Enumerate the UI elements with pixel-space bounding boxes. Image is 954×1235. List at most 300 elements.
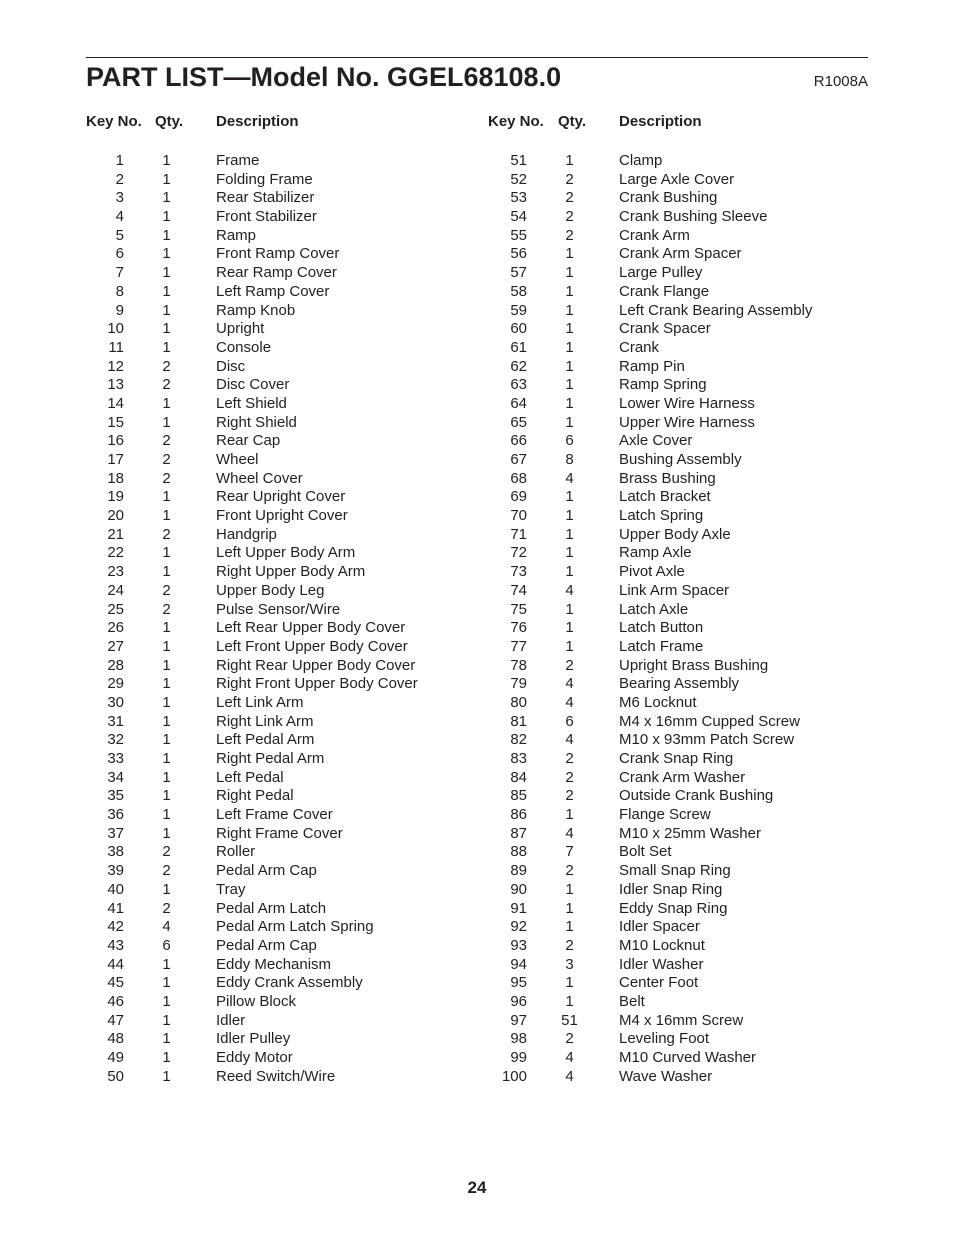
part-row — [489, 769, 869, 788]
part-quantity: 1 — [162, 880, 171, 898]
part-quantity: 1 — [565, 600, 574, 618]
part-description: Ramp — [216, 226, 257, 244]
part-quantity: 1 — [565, 282, 574, 300]
part-quantity: 1 — [565, 899, 574, 917]
part-quantity: 1 — [162, 338, 171, 356]
part-quantity: 2 — [565, 787, 574, 805]
part-description: Left Rear Upper Body Cover — [216, 619, 406, 637]
part-quantity: 6 — [565, 432, 574, 450]
part-description: Wave Washer — [619, 1067, 713, 1085]
part-quantity: 3 — [565, 955, 574, 973]
part-quantity: 2 — [162, 525, 171, 543]
part-description: M10 Locknut — [619, 936, 705, 954]
part-quantity: 1 — [162, 768, 171, 786]
part-description: Belt — [619, 992, 645, 1010]
part-key-number: 28 — [107, 656, 124, 674]
part-description: Pedal Arm Latch Spring — [216, 918, 374, 936]
part-description: Ramp Knob — [216, 301, 296, 319]
part-row — [489, 339, 869, 358]
part-description: Front Upright Cover — [216, 507, 348, 525]
part-key-number: 7 — [115, 264, 124, 282]
part-description: Left Upper Body Arm — [216, 544, 356, 562]
part-row — [86, 862, 466, 881]
part-key-number: 16 — [107, 432, 124, 450]
part-description: Pedal Arm Cap — [216, 936, 317, 954]
part-description: Crank Snap Ring — [619, 750, 734, 767]
part-description: Right Front Upper Body Cover — [216, 675, 418, 693]
part-key-number: 53 — [510, 189, 527, 207]
part-row — [489, 544, 869, 563]
part-row — [86, 974, 466, 993]
part-key-number: 90 — [510, 880, 527, 898]
part-quantity: 1 — [565, 245, 574, 263]
part-description: Crank Bushing — [619, 189, 718, 207]
part-quantity: 1 — [162, 1030, 171, 1048]
part-quantity: 1 — [162, 1011, 171, 1029]
part-row — [489, 601, 869, 620]
part-quantity: 1 — [162, 226, 171, 244]
part-quantity: 2 — [162, 843, 171, 861]
part-row — [489, 414, 869, 433]
part-key-number: 35 — [107, 787, 124, 805]
part-quantity: 4 — [565, 581, 574, 599]
part-description: Brass Bushing — [619, 469, 716, 487]
part-key-number: 89 — [510, 862, 527, 880]
part-row — [489, 189, 869, 208]
part-key-number: 9 — [115, 301, 124, 319]
part-key-number: 12 — [107, 357, 124, 375]
part-description: Left Front Upper Body Cover — [216, 637, 408, 655]
part-key-number: 18 — [107, 469, 124, 487]
part-description: M4 x 16mm Screw — [619, 1011, 744, 1029]
part-key-number: 79 — [510, 675, 527, 693]
part-row — [86, 376, 466, 395]
part-key-number: 39 — [107, 862, 124, 880]
part-key-number: 78 — [510, 656, 527, 674]
part-quantity: 1 — [162, 507, 171, 525]
part-key-number: 61 — [510, 338, 527, 356]
part-description: Ramp Axle — [619, 544, 692, 562]
part-quantity: 2 — [565, 936, 574, 954]
part-key-number: 23 — [107, 563, 124, 581]
part-key-number: 95 — [510, 974, 527, 992]
part-description: Eddy Motor — [216, 1049, 293, 1066]
part-key-number: 94 — [510, 955, 527, 973]
part-key-number: 97 — [510, 1011, 527, 1029]
part-description: Latch Axle — [619, 600, 689, 618]
part-row — [489, 1030, 869, 1049]
part-description: Link Arm Spacer — [619, 581, 730, 599]
part-row — [489, 881, 869, 900]
part-row — [86, 264, 466, 283]
part-key-number: 20 — [107, 507, 124, 525]
part-row — [489, 806, 869, 825]
part-quantity: 1 — [162, 974, 171, 992]
part-description: Small Snap Ring — [619, 862, 731, 880]
part-key-number: 40 — [107, 880, 124, 898]
part-quantity: 1 — [565, 563, 574, 581]
part-description: Front Ramp Cover — [216, 245, 340, 263]
part-key-number: 2 — [115, 170, 124, 188]
part-key-number: 56 — [510, 245, 527, 263]
part-key-number: 68 — [510, 469, 527, 487]
part-description: Right Frame Cover — [216, 824, 343, 842]
part-quantity: 2 — [162, 600, 171, 618]
part-key-number: 43 — [107, 936, 124, 954]
part-quantity: 1 — [162, 544, 171, 562]
part-quantity: 1 — [565, 918, 574, 936]
part-row — [86, 339, 466, 358]
part-row — [489, 395, 869, 414]
part-key-number: 4 — [115, 208, 124, 226]
part-row — [86, 432, 466, 451]
part-description: Right Shield — [216, 413, 297, 431]
part-description: Leveling Foot — [619, 1030, 710, 1048]
part-key-number: 84 — [510, 768, 527, 786]
part-key-number: 48 — [107, 1030, 124, 1048]
part-row — [86, 993, 466, 1012]
part-quantity: 2 — [162, 432, 171, 450]
part-quantity: 1 — [162, 750, 171, 767]
part-description: Eddy Crank Assembly — [216, 974, 363, 992]
part-quantity: 8 — [565, 451, 574, 468]
part-row — [86, 544, 466, 563]
part-quantity: 1 — [162, 619, 171, 637]
part-row — [489, 526, 869, 545]
part-row — [86, 956, 466, 975]
part-quantity: 1 — [565, 394, 574, 412]
part-row — [86, 694, 466, 713]
part-key-number: 41 — [107, 899, 124, 917]
part-row — [86, 245, 466, 264]
part-row — [489, 787, 869, 806]
part-key-number: 45 — [107, 974, 124, 992]
part-description: Crank Arm Spacer — [619, 245, 742, 263]
part-description: Latch Frame — [619, 637, 704, 655]
part-description: Idler Spacer — [619, 918, 700, 936]
left-header-key: Key No. — [86, 113, 142, 130]
part-key-number: 30 — [107, 693, 124, 711]
part-row — [86, 283, 466, 302]
part-key-number: 70 — [510, 507, 527, 525]
part-row — [489, 694, 869, 713]
part-description: Disc — [216, 357, 246, 375]
part-key-number: 74 — [510, 581, 527, 599]
part-quantity: 1 — [162, 824, 171, 842]
part-description: Crank — [619, 338, 660, 356]
part-description: Rear Cap — [216, 432, 281, 450]
part-description: Pedal Arm Cap — [216, 862, 317, 880]
part-key-number: 96 — [510, 992, 527, 1010]
right-header-description: Description — [619, 113, 702, 130]
part-description: Rear Stabilizer — [216, 189, 315, 207]
part-row — [489, 750, 869, 769]
part-quantity: 2 — [565, 656, 574, 674]
part-key-number: 69 — [510, 488, 527, 506]
part-key-number: 15 — [107, 413, 124, 431]
part-key-number: 14 — [107, 394, 124, 412]
part-description: Pillow Block — [216, 992, 297, 1010]
part-key-number: 85 — [510, 787, 527, 805]
part-key-number: 72 — [510, 544, 527, 562]
part-quantity: 1 — [162, 208, 171, 226]
part-description: Flange Screw — [619, 806, 711, 824]
part-quantity: 1 — [162, 806, 171, 824]
part-key-number: 59 — [510, 301, 527, 319]
part-row — [489, 470, 869, 489]
part-row — [489, 918, 869, 937]
part-quantity: 4 — [565, 693, 574, 711]
part-row — [489, 507, 869, 526]
part-quantity: 4 — [565, 1067, 574, 1085]
part-row — [86, 451, 466, 470]
part-description: Center Foot — [619, 974, 699, 992]
part-row — [489, 974, 869, 993]
part-quantity: 1 — [565, 637, 574, 655]
part-row — [86, 918, 466, 937]
right-header-qty: Qty. — [558, 113, 587, 130]
part-row — [86, 843, 466, 862]
part-key-number: 65 — [510, 413, 527, 431]
part-quantity: 2 — [565, 226, 574, 244]
part-description: Right Rear Upper Body Cover — [216, 656, 416, 674]
part-quantity: 1 — [162, 394, 171, 412]
part-description: Crank Bushing Sleeve — [619, 208, 768, 226]
part-key-number: 17 — [107, 451, 124, 468]
left-header-qty: Qty. — [155, 113, 184, 130]
part-key-number: 34 — [107, 768, 124, 786]
part-key-number: 77 — [510, 637, 527, 655]
part-row — [489, 937, 869, 956]
part-quantity: 1 — [565, 357, 574, 375]
part-row — [489, 245, 869, 264]
document-code: R1008A — [813, 73, 868, 90]
part-description: Reed Switch/Wire — [216, 1067, 336, 1085]
right-parts-list — [489, 152, 869, 1086]
part-description: Idler Washer — [619, 955, 704, 973]
part-row — [86, 189, 466, 208]
part-quantity: 51 — [561, 1011, 578, 1029]
part-quantity: 4 — [162, 918, 171, 936]
part-quantity: 1 — [162, 955, 171, 973]
part-description: Right Link Arm — [216, 712, 314, 730]
part-key-number: 93 — [510, 936, 527, 954]
part-row — [86, 526, 466, 545]
part-key-number: 88 — [510, 843, 527, 861]
part-description: M10 Curved Washer — [619, 1049, 756, 1066]
part-row — [489, 993, 869, 1012]
part-row — [86, 787, 466, 806]
part-row — [86, 619, 466, 638]
part-row — [86, 937, 466, 956]
part-row — [489, 358, 869, 377]
part-row — [489, 657, 869, 676]
part-key-number: 5 — [115, 226, 124, 244]
part-key-number: 10 — [107, 320, 124, 338]
part-row — [86, 1012, 466, 1031]
part-key-number: 83 — [510, 750, 527, 767]
part-key-number: 64 — [510, 394, 527, 412]
part-key-number: 58 — [510, 282, 527, 300]
part-row — [86, 731, 466, 750]
part-quantity: 1 — [162, 282, 171, 300]
part-row — [86, 563, 466, 582]
part-row — [86, 675, 466, 694]
part-row — [86, 1030, 466, 1049]
part-key-number: 76 — [510, 619, 527, 637]
part-key-number: 26 — [107, 619, 124, 637]
part-description: Console — [216, 338, 272, 356]
part-key-number: 38 — [107, 843, 124, 861]
part-description: Pedal Arm Latch — [216, 899, 327, 917]
part-description: Axle Cover — [619, 432, 693, 450]
part-quantity: 2 — [565, 189, 574, 207]
part-row — [86, 1068, 466, 1087]
part-description: Folding Frame — [216, 170, 313, 188]
part-row — [86, 171, 466, 190]
part-row — [489, 638, 869, 657]
part-row — [489, 1049, 869, 1068]
part-description: Bearing Assembly — [619, 675, 740, 693]
part-quantity: 1 — [565, 413, 574, 431]
part-description: Eddy Snap Ring — [619, 899, 728, 917]
part-row — [86, 806, 466, 825]
part-key-number: 27 — [107, 637, 124, 655]
part-description: Frame — [216, 152, 260, 169]
part-key-number: 91 — [510, 899, 527, 917]
part-quantity: 7 — [565, 843, 574, 861]
part-key-number: 80 — [510, 693, 527, 711]
part-description: Rear Upright Cover — [216, 488, 346, 506]
part-row — [489, 376, 869, 395]
part-description: Ramp Pin — [619, 357, 685, 375]
part-row — [489, 843, 869, 862]
part-key-number: 62 — [510, 357, 527, 375]
part-key-number: 54 — [510, 208, 527, 226]
part-description: Roller — [216, 843, 256, 861]
part-row — [489, 825, 869, 844]
part-quantity: 1 — [565, 544, 574, 562]
part-description: Left Link Arm — [216, 693, 304, 711]
part-description: M10 x 93mm Patch Screw — [619, 731, 795, 749]
part-description: Left Shield — [216, 394, 287, 412]
part-row — [86, 152, 466, 171]
part-row — [86, 414, 466, 433]
part-description: Upper Body Leg — [216, 581, 325, 599]
part-row — [489, 1012, 869, 1031]
part-quantity: 6 — [162, 936, 171, 954]
part-description: Front Stabilizer — [216, 208, 317, 226]
part-key-number: 55 — [510, 226, 527, 244]
part-key-number: 92 — [510, 918, 527, 936]
part-description: Pivot Axle — [619, 563, 685, 581]
part-row — [86, 601, 466, 620]
part-description: Left Pedal Arm — [216, 731, 315, 749]
part-quantity: 4 — [565, 731, 574, 749]
part-key-number: 25 — [107, 600, 124, 618]
part-description: Large Pulley — [619, 264, 703, 282]
part-description: Left Ramp Cover — [216, 282, 330, 300]
part-quantity: 1 — [162, 170, 171, 188]
page-title: PART LIST—Model No. GGEL68108.0 — [86, 62, 562, 92]
part-quantity: 4 — [565, 824, 574, 842]
part-key-number: 11 — [108, 338, 124, 356]
part-key-number: 1 — [115, 152, 124, 169]
part-quantity: 1 — [162, 712, 171, 730]
part-row — [86, 507, 466, 526]
part-quantity: 2 — [162, 899, 171, 917]
part-row — [86, 881, 466, 900]
part-quantity: 2 — [565, 170, 574, 188]
part-quantity: 1 — [162, 245, 171, 263]
part-quantity: 1 — [162, 1067, 171, 1085]
part-row — [489, 675, 869, 694]
part-row — [489, 582, 869, 601]
part-row — [489, 1068, 869, 1087]
part-key-number: 66 — [510, 432, 527, 450]
part-row — [489, 227, 869, 246]
part-description: Left Crank Bearing Assembly — [619, 301, 813, 319]
part-quantity: 1 — [565, 301, 574, 319]
part-key-number: 22 — [107, 544, 124, 562]
part-key-number: 36 — [107, 806, 124, 824]
part-description: Wheel Cover — [216, 469, 303, 487]
part-quantity: 4 — [565, 675, 574, 693]
part-row — [489, 488, 869, 507]
part-quantity: 1 — [162, 301, 171, 319]
part-row — [489, 451, 869, 470]
left-parts-list — [86, 152, 466, 1086]
part-description: Crank Arm Washer — [619, 768, 746, 786]
part-quantity: 1 — [565, 264, 574, 282]
part-quantity: 1 — [565, 880, 574, 898]
part-key-number: 47 — [107, 1011, 124, 1029]
part-row — [489, 283, 869, 302]
part-description: Ramp Spring — [619, 376, 707, 394]
part-key-number: 6 — [115, 245, 124, 263]
part-row — [489, 171, 869, 190]
part-key-number: 81 — [510, 712, 527, 730]
part-quantity: 1 — [162, 1049, 171, 1066]
part-quantity: 1 — [162, 189, 171, 207]
part-row — [86, 713, 466, 732]
part-quantity: 1 — [565, 152, 574, 169]
part-description: Wheel — [216, 451, 259, 468]
part-quantity: 1 — [162, 656, 171, 674]
part-row — [489, 208, 869, 227]
part-description: Latch Bracket — [619, 488, 711, 506]
part-description: Idler Snap Ring — [619, 880, 723, 898]
part-quantity: 2 — [162, 357, 171, 375]
part-key-number: 82 — [510, 731, 527, 749]
part-key-number: 51 — [510, 152, 527, 169]
part-description: M6 Locknut — [619, 693, 697, 711]
part-key-number: 100 — [501, 1067, 527, 1085]
part-quantity: 2 — [162, 376, 171, 394]
part-row — [489, 302, 869, 321]
part-key-number: 50 — [107, 1067, 124, 1085]
part-description: Clamp — [619, 152, 663, 169]
part-key-number: 71 — [510, 525, 527, 543]
part-key-number: 98 — [510, 1030, 527, 1048]
part-quantity: 2 — [565, 862, 574, 880]
part-description: Crank Spacer — [619, 320, 711, 338]
part-key-number: 86 — [510, 806, 527, 824]
part-description: Outside Crank Bushing — [619, 787, 774, 805]
part-key-number: 29 — [107, 675, 124, 693]
part-row — [86, 638, 466, 657]
part-row — [86, 582, 466, 601]
